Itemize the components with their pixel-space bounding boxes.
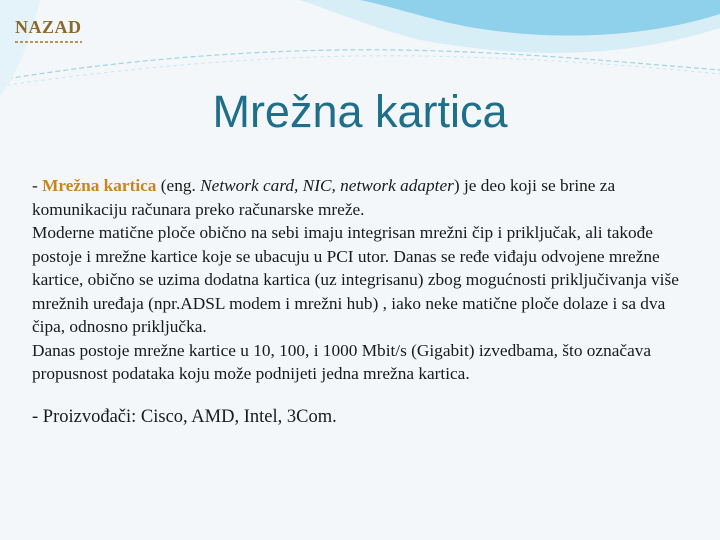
page-title: Mrežna kartica (212, 86, 508, 137)
nazad-back-link[interactable]: NAZAD (15, 17, 82, 37)
paragraph-manufacturers: - Proizvođači: Cisco, AMD, Intel, 3Com. (32, 406, 337, 427)
list-dash: - (32, 176, 43, 195)
keyword-mrezna-kartica: Mrežna kartica (42, 176, 157, 195)
paragraph-motherboards: Moderne matične ploče obično na sebi imaju integrisan mrežni čip i priključak, ali takođe postoje i mrežne kartice koje se ubacuju u PCI utor. Danas se ređe viđaju odvojene mrežne kartice, obično se uzima dodatna kartica (uz integrisanu) zbog mogućnosti priključivanja više mrežnih uređaja (npr.ADSL modem i mrežni hub) , iako neke matične ploče dolaze i sa dva čipa, odnosno priključka. (32, 223, 679, 336)
definition-text: ) je deo koji se brine za komunikaciju računara preko računarske mreže. (32, 176, 616, 219)
english-terms: Network card, NIC, network adapter (200, 176, 454, 195)
eng-prefix: (eng. (156, 176, 201, 195)
slide-content (32, 174, 700, 429)
paragraph-speeds: Danas postoje mrežne kartice u 10, 100, i 1000 Mbit/s (Gigabit) izvedbama, što označava propusnost podataka koju može podnijeti jedna mrežna kartica. (32, 340, 652, 383)
paragraph-definition (32, 174, 700, 221)
spacer (32, 386, 700, 406)
